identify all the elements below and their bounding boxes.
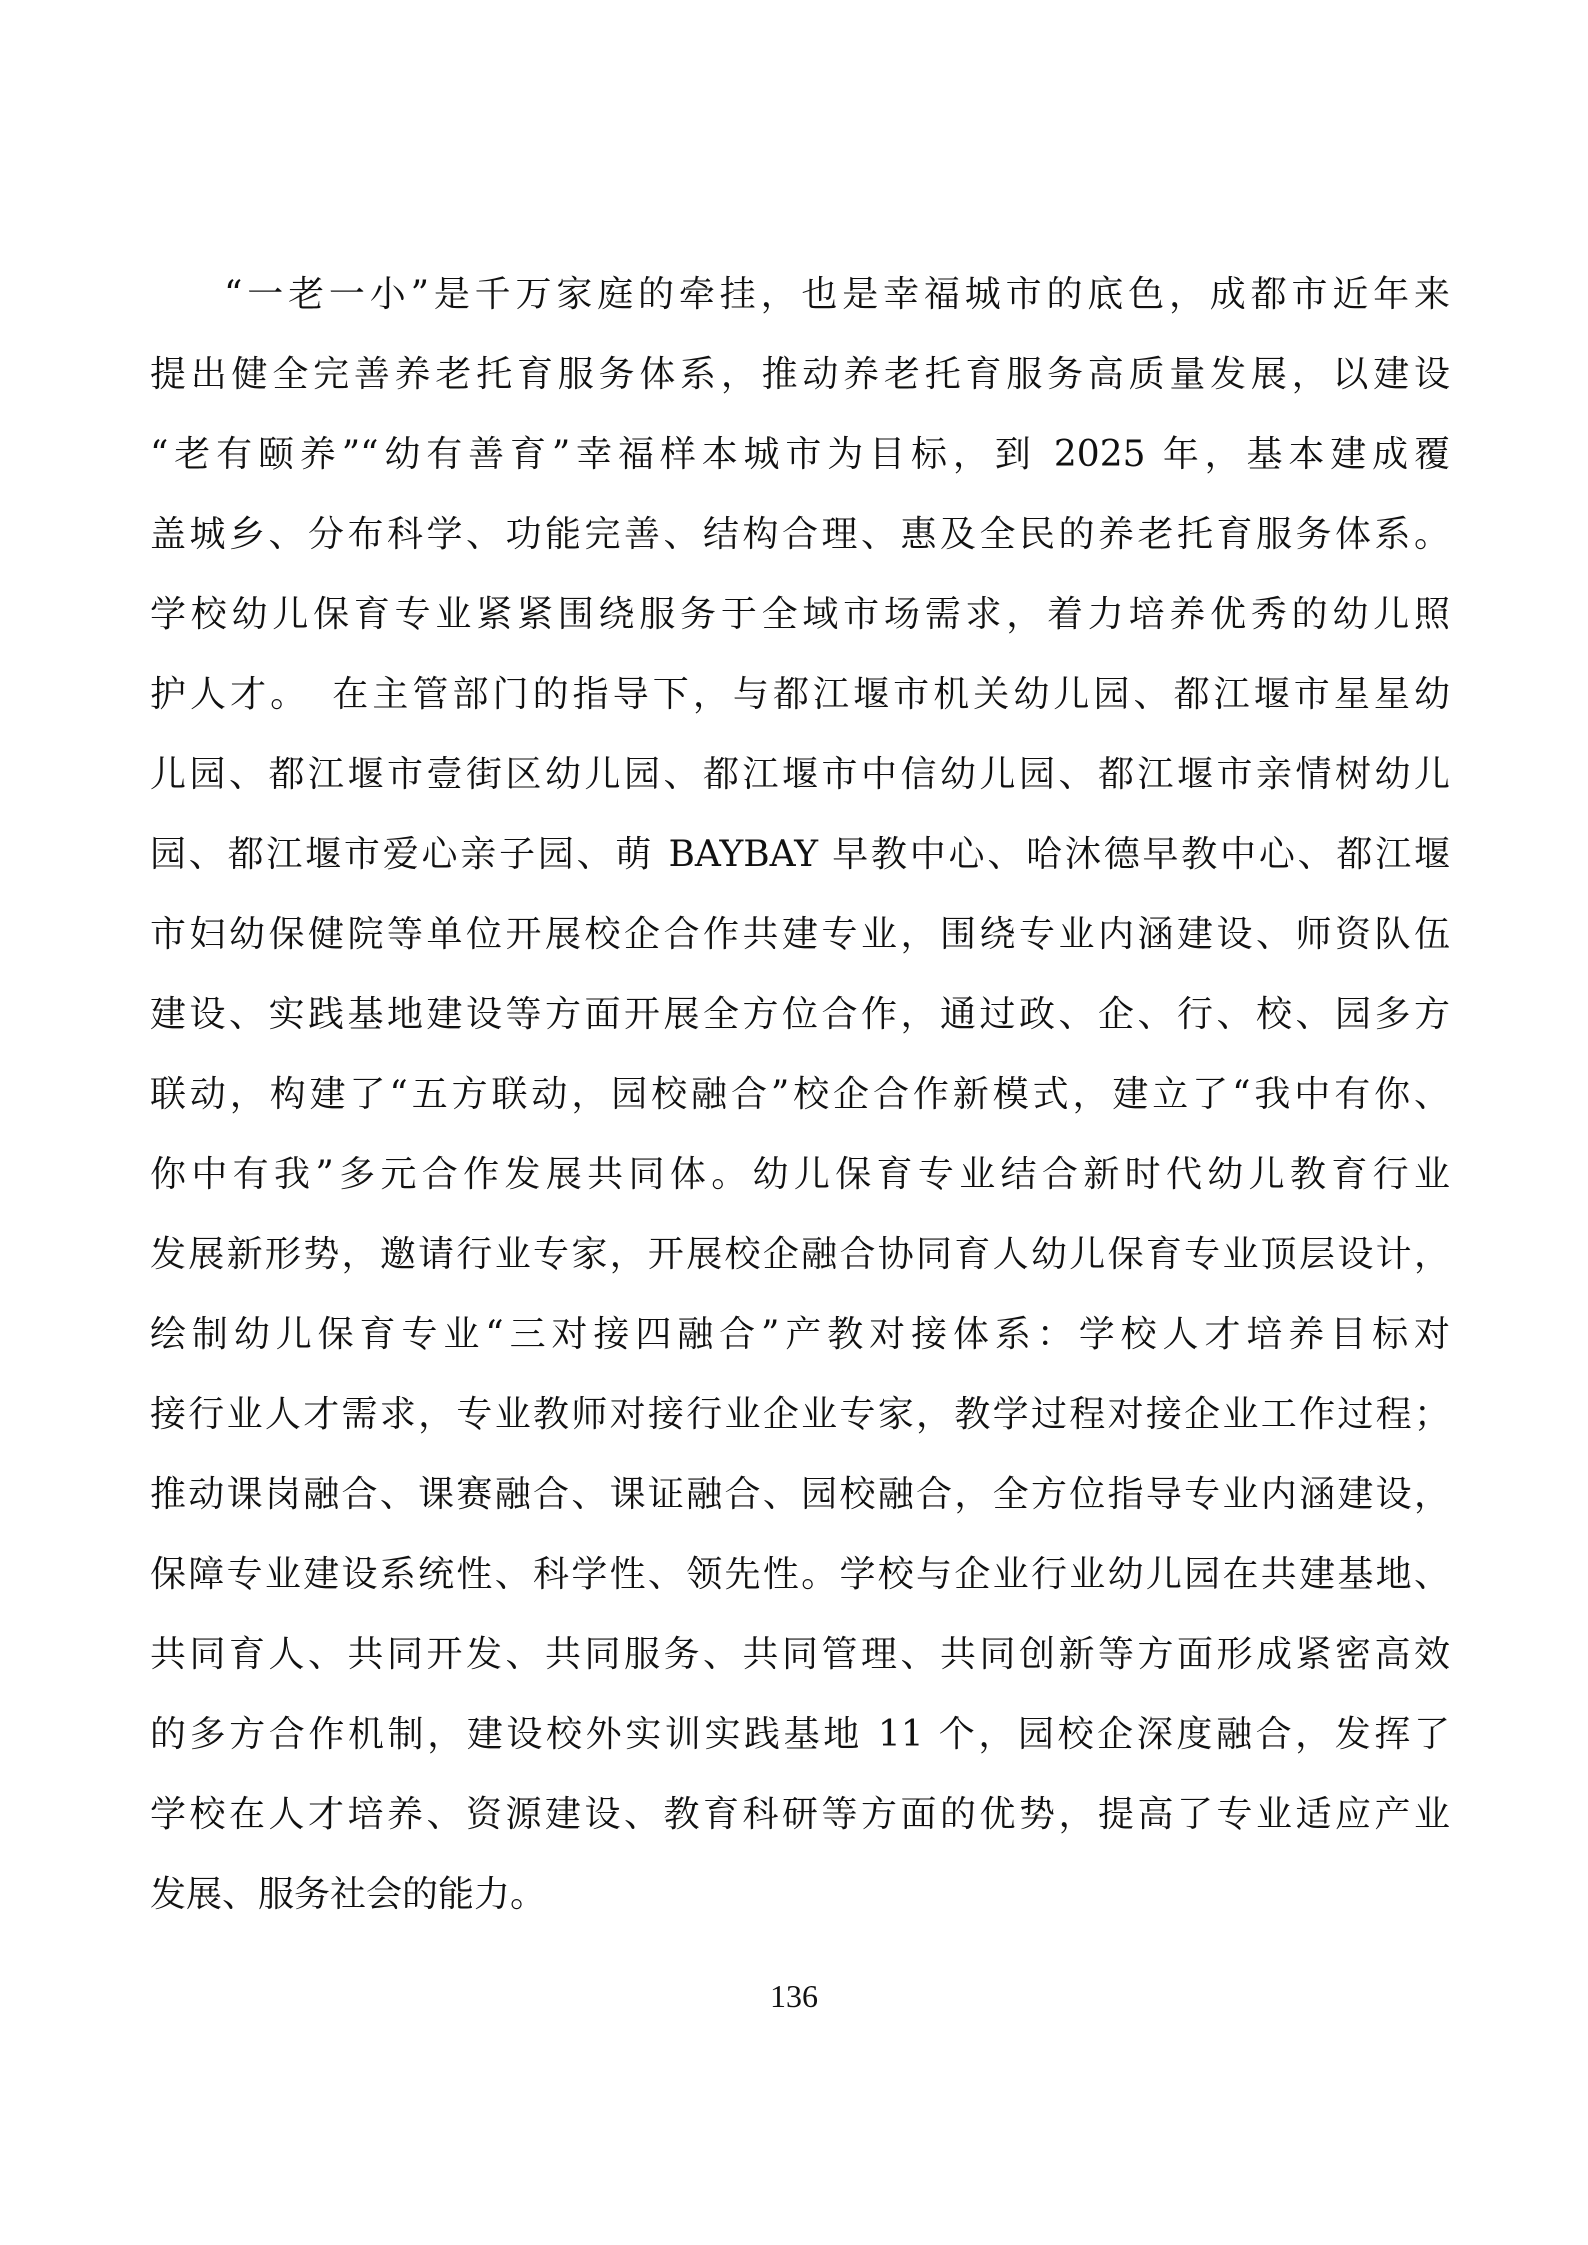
text-line: 推动课岗融合、课赛融合、课证融合、园校融合，全方位指导专业内涵建设， bbox=[150, 1474, 1450, 1515]
text-line: 绘制幼儿保育专业“三对接四融合”产教对接体系：学校人才培养目标对 bbox=[150, 1314, 1450, 1355]
text-line: 联动，构建了“五方联动，园校融合”校企合作新模式，建立了“我中有你、 bbox=[150, 1074, 1450, 1115]
text-line: “老有颐养”“幼有善育”幸福样本城市为目标，到 2025 年，基本建成覆 bbox=[150, 434, 1450, 475]
text-line: 共同育人、共同开发、共同服务、共同管理、共同创新等方面形成紧密高效 bbox=[150, 1634, 1450, 1675]
text-line: 园、都江堰市爱心亲子园、萌 BAYBAY 早教中心、哈沐德早教中心、都江堰 bbox=[150, 834, 1450, 875]
page-number: 136 bbox=[770, 1978, 818, 2014]
text-line: 市妇幼保健院等单位开展校企合作共建专业，围绕专业内涵建设、师资队伍 bbox=[150, 914, 1450, 955]
text-line: 建设、实践基地建设等方面开展全方位合作，通过政、企、行、校、园多方 bbox=[150, 994, 1450, 1035]
text-line: 保障专业建设系统性、科学性、领先性。学校与企业行业幼儿园在共建基地、 bbox=[150, 1554, 1450, 1595]
text-line: “一老一小”是千万家庭的牵挂，也是幸福城市的底色，成都市近年来 bbox=[224, 274, 1450, 315]
text-line: 学校在人才培养、资源建设、教育科研等方面的优势，提高了专业适应产业 bbox=[150, 1794, 1450, 1835]
text-line: 盖城乡、分布科学、功能完善、结构合理、惠及全民的养老托育服务体系。 bbox=[150, 514, 1450, 555]
text-line: 你中有我”多元合作发展共同体。幼儿保育专业结合新时代幼儿教育行业 bbox=[150, 1154, 1450, 1195]
text-line: 发展新形势，邀请行业专家，开展校企融合协同育人幼儿保育专业顶层设计， bbox=[150, 1234, 1450, 1275]
text-line: 儿园、都江堰市壹街区幼儿园、都江堰市中信幼儿园、都江堰市亲情树幼儿 bbox=[150, 754, 1450, 795]
text-line: 学校幼儿保育专业紧紧围绕服务于全域市场需求，着力培养优秀的幼儿照 bbox=[150, 594, 1450, 635]
text-line: 发展、服务社会的能力。 bbox=[150, 1874, 547, 1915]
text-line: 的多方合作机制，建设校外实训实践基地 11 个，园校企深度融合，发挥了 bbox=[150, 1714, 1450, 1755]
body-paragraph bbox=[150, 255, 1450, 1935]
text-line: 接行业人才需求，专业教师对接行业企业专家，教学过程对接企业工作过程； bbox=[150, 1394, 1450, 1435]
text-line: 护人才。 在主管部门的指导下，与都江堰市机关幼儿园、都江堰市星星幼 bbox=[150, 674, 1450, 715]
text-line: 提出健全完善养老托育服务体系，推动养老托育服务高质量发展，以建设 bbox=[150, 354, 1450, 395]
